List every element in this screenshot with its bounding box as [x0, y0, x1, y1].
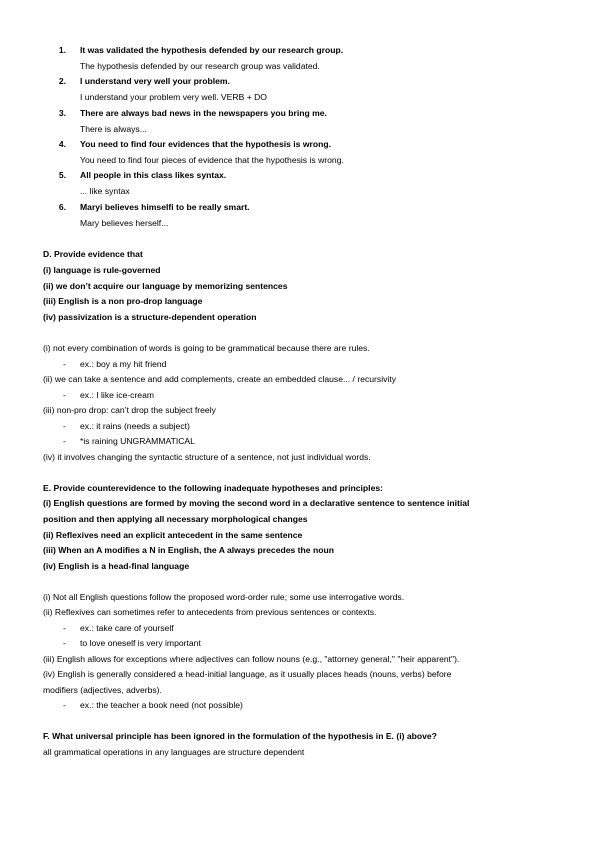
bullet-dash: -: [63, 436, 66, 446]
example-text: to love oneself is very important: [80, 638, 201, 648]
item-answer: You need to find four pieces of evidence that the hypothesis is wrong.: [80, 155, 344, 165]
section-e-answer: modifiers (adjectives, adverbs).: [43, 685, 162, 695]
example-text: ex.: it rains (needs a subject): [80, 421, 190, 431]
item-question: It was validated the hypothesis defended by our research group.: [80, 45, 344, 55]
example-text: ex.: I like ice-cream: [80, 390, 155, 400]
item-number: 6.: [58, 202, 66, 212]
item-number: 2.: [58, 76, 66, 86]
item-answer: Mary believes herself...: [80, 218, 169, 228]
section-d-prompt: (iv) passivization is a structure-dependent operation: [43, 312, 257, 322]
example-text: *is raining UNGRAMMATICAL: [80, 436, 195, 446]
item-question: There are always bad news in the newspapers you bring me.: [80, 108, 327, 118]
example-text: ex.: the teacher a book need (not possible): [80, 700, 243, 710]
item-number: 3.: [58, 108, 66, 118]
item-question: I understand very well your problem.: [80, 76, 230, 86]
section-e-prompt: (ii) Reflexives need an explicit antecedent in the same sentence: [43, 530, 303, 540]
item-number: 4.: [58, 139, 66, 149]
bullet-dash: -: [63, 421, 66, 431]
bullet-dash: -: [63, 390, 66, 400]
item-question: You need to find four evidences that the hypothesis is wrong.: [80, 139, 331, 149]
section-e-prompt: position and then applying all necessary morphological changes: [43, 514, 308, 524]
item-answer: There is always...: [80, 124, 147, 134]
bullet-dash: -: [63, 359, 66, 369]
section-f-answer: all grammatical operations in any languages are structure dependent: [43, 747, 305, 757]
item-answer: I understand your problem very well. VERB + DO: [80, 92, 267, 102]
section-e-answer: (iv) English is generally considered a head-initial language, as it usually places heads (nouns, verbs) before: [43, 669, 452, 679]
item-question: All people in this class likes syntax.: [80, 170, 227, 180]
example-text: ex.: take care of yourself: [80, 623, 174, 633]
section-d-answer: (iv) it involves changing the syntactic structure of a sentence, not just individual words.: [43, 452, 371, 462]
section-e-prompt: (i) English questions are formed by moving the second word in a declarative sentence to sentence initial: [43, 498, 470, 508]
section-e-answer: (i) Not all English questions follow the proposed word-order rule; some use interrogative words.: [43, 592, 405, 602]
section-e-prompt: (iv) English is a head-final language: [43, 561, 190, 571]
section-f-heading: F. What universal principle has been ignored in the formulation of the hypothesis in E. (i) above?: [43, 731, 437, 741]
bullet-dash: -: [63, 638, 66, 648]
section-d-heading: D. Provide evidence that: [43, 249, 143, 259]
item-question: Maryi believes himselfi to be really smart.: [80, 202, 250, 212]
section-d-answer: (iii) non-pro drop: can’t drop the subject freely: [43, 405, 216, 415]
bullet-dash: -: [63, 700, 66, 710]
section-d-answer: (ii) we can take a sentence and add complements, create an embedded clause... / recursivity: [43, 374, 397, 384]
example-text: ex.: boy a my hit friend: [80, 359, 167, 369]
item-answer: ... like syntax: [80, 186, 130, 196]
bullet-dash: -: [63, 623, 66, 633]
section-d-prompt: (iii) English is a non pro-drop language: [43, 296, 203, 306]
section-e-prompt: (iii) When an A modifies a N in English, the A always precedes the noun: [43, 545, 334, 555]
section-d-prompt: (i) language is rule-governed: [43, 265, 161, 275]
section-e-heading: E. Provide counterevidence to the following inadequate hypotheses and principles:: [43, 483, 383, 493]
item-answer: The hypothesis defended by our research group was validated.: [80, 61, 320, 71]
item-number: 1.: [58, 45, 66, 55]
section-e-answer: (ii) Reflexives can sometimes refer to antecedents from previous sentences or contexts.: [43, 607, 377, 617]
section-d-prompt: (ii) we don’t acquire our language by memorizing sentences: [43, 281, 288, 291]
section-d-answer: (i) not every combination of words is going to be grammatical because there are rules.: [43, 343, 370, 353]
item-number: 5.: [58, 170, 66, 180]
section-e-answer: (iii) English allows for exceptions where adjectives can follow nouns (e.g., "attorney general," "heir apparent").: [43, 654, 460, 664]
